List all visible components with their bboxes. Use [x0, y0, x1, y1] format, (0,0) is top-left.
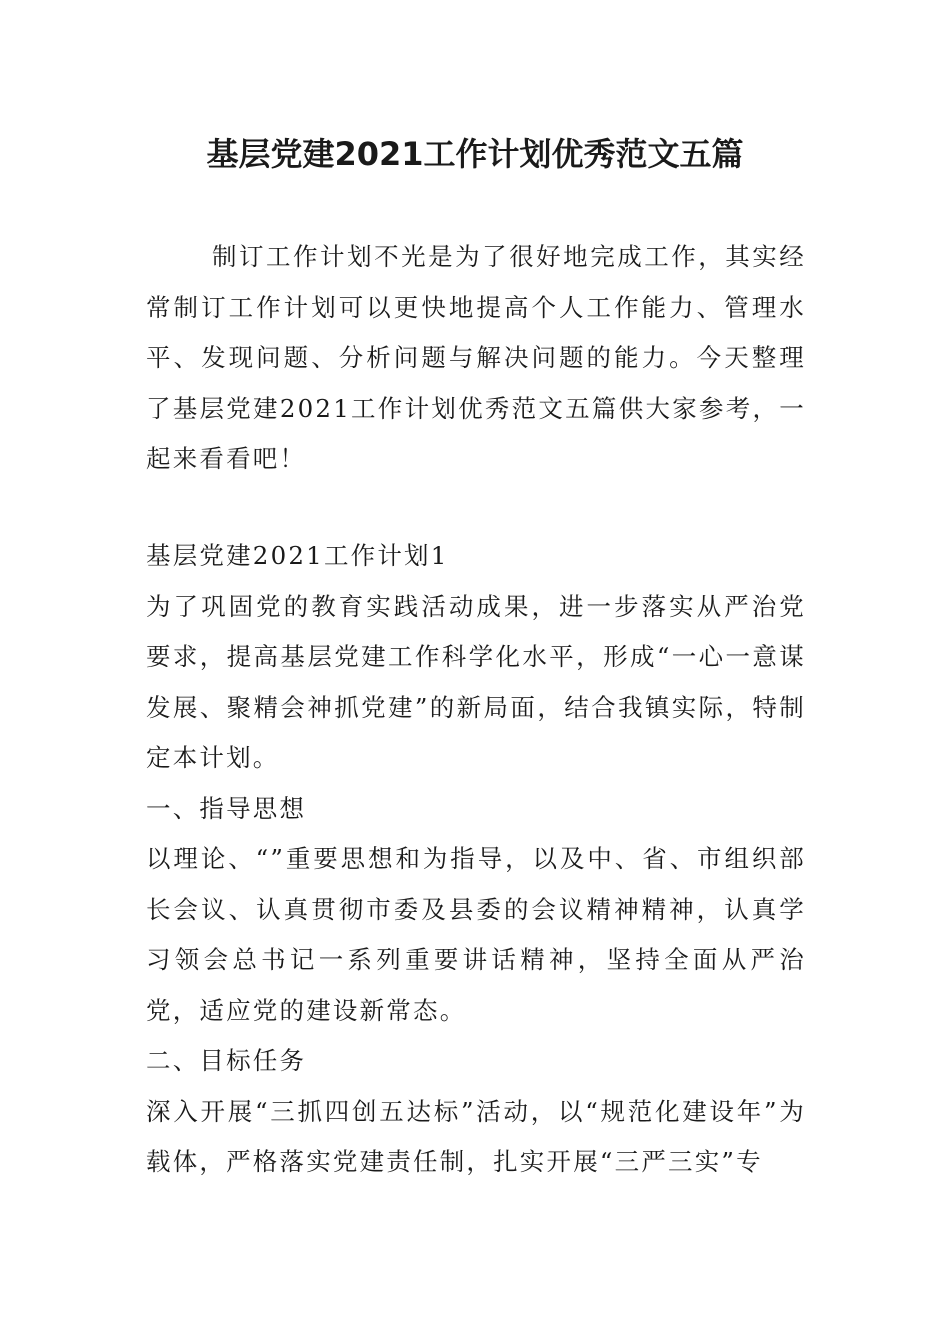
body-paragraph: 为了巩固党的教育实践活动成果，进一步落实从严治党要求，提高基层党建工作科学化水平，形成“一心一意谋发展、聚精会神抓党建”的新局面，结合我镇实际，特制定本计划。: [146, 591, 806, 772]
section-heading-plan-1: 基层党建2021工作计划1: [146, 541, 449, 570]
body-paragraph: 深入开展“三抓四创五达标”活动，以“规范化建设年”为载体，严格落实党建责任制，扎实开展“三严三实”专: [146, 1096, 806, 1176]
section-heading-goals-tasks: 二、目标任务: [146, 1046, 307, 1075]
intro-paragraph: 制订工作计划不光是为了很好地完成工作，其实经常制订工作计划可以更快地提高个人工作能力、管理水平、发现问题、分析问题与解决问题的能力。今天整理了基层党建2021工作计划优秀范文五篇供大家参考，一起来看看吧！: [146, 242, 806, 473]
document-body: [146, 531, 806, 1188]
body-paragraph: 以理论、“”重要思想和为指导，以及中、省、市组织部长会议、认真贯彻市委及县委的会议精神精神，认真学习领会总书记一系列重要讲话精神，坚持全面从严治党，适应党的建设新常态。: [146, 844, 806, 1025]
document-title: 基层党建2021工作计划优秀范文五篇: [206, 135, 744, 173]
section-heading-guiding-ideology: 一、指导思想: [146, 793, 307, 823]
